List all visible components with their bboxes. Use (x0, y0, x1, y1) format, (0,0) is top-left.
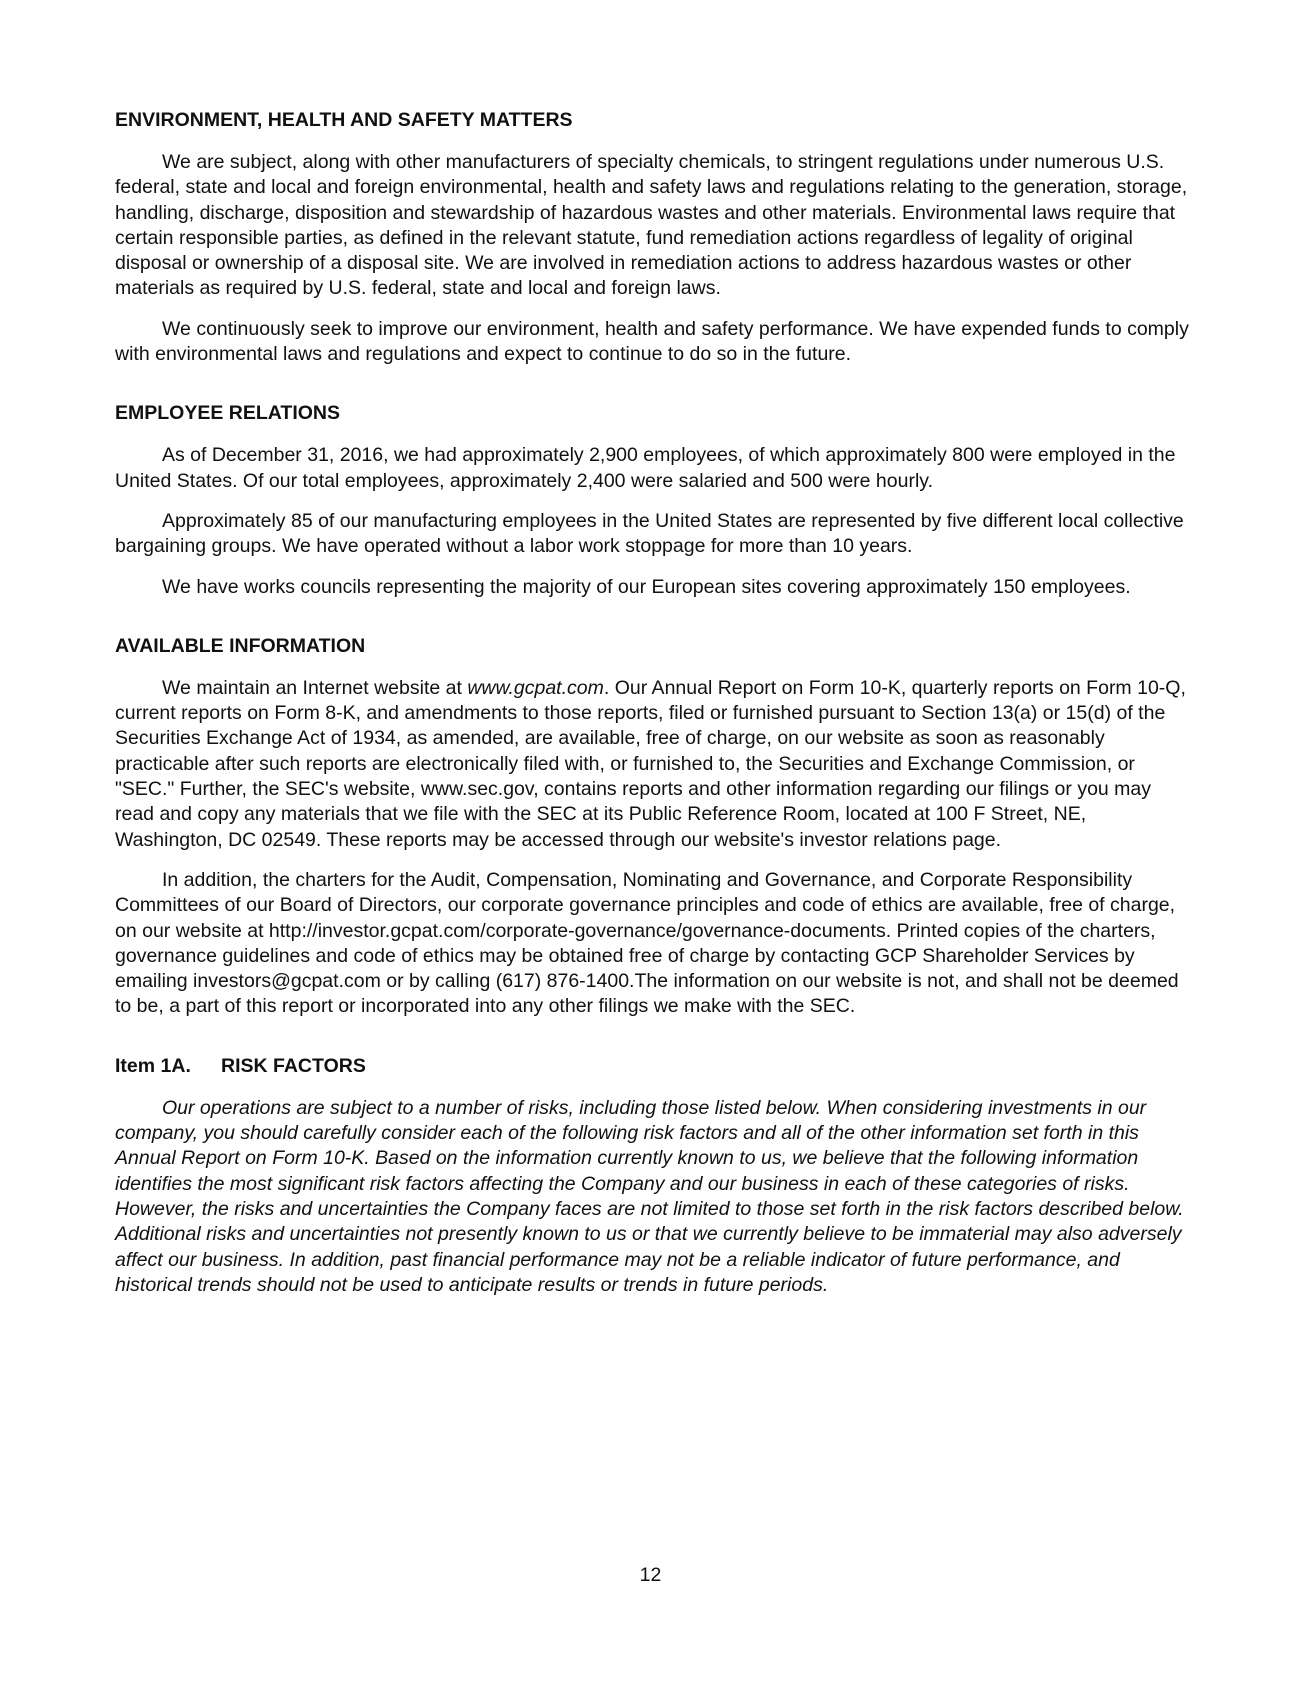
paragraph: Our operations are subject to a number of risks, including those listed below. When considering investments in our company, you should carefully consider each of the following risk factors and all of the other information set forth in this Annual Report on Form 10-K. Based on the information currently known to us, we believe that the following information identifies the most significant risk factors affecting the Company and our business in each of these categories of risks. However, the risks and uncertainties the Company faces are not limited to those set forth in the risk factors described below. Additional risks and uncertainties not presently known to us or that we currently believe to be immaterial may also adversely affect our business. In addition, past financial performance may not be a reliable indicator of future performance, and historical trends should not be used to anticipate results or trends in future periods. (115, 1096, 1184, 1296)
paragraph: We are subject, along with other manufacturers of specialty chemicals, to stringent regulations under numerous U.S. federal, state and local and foreign environmental, health and safety laws and regulations relating to the generation, storage, handling, discharge, disposition and stewardship of hazardous wastes and other materials. Environmental laws require that certain responsible parties, as defined in the relevant statute, fund remediation actions regardless of legality of original disposal or ownership of a disposal site. We are involved in remediation actions to address hazardous wastes or other materials as required by U.S. federal, state and local and foreign laws. (115, 151, 1188, 300)
paragraph-text: . Our Annual Report on Form 10-K, quarterly reports on Form 10-Q, current reports on Form 8-K, and amendments to those reports, filed or furnished pursuant to Section 13(a) or 15(d) of the Securities Exchange Act of 1934, as amended, are available, free of charge, on our website as soon as reasonably practicable after such reports are electronically filed with, or furnished to, the Securities and Exchange Commission, or "SEC." Further, the SEC's website, www.sec.gov, contains reports and other information regarding our filings or you may read and copy any materials that we file with the SEC at its Public Reference Room, located at 100 F Street, NE, Washington, DC 02549. These reports may be accessed through our website's investor relations page. (115, 676, 1186, 851)
page-number: 12 (639, 1564, 662, 1586)
section-risk-factors (115, 1054, 1190, 1298)
paragraph: As of December 31, 2016, we had approximately 2,900 employees, of which approximately 800 were employed in the United States. Of our total employees, approximately 2,400 were salaried and 500 were hourly. (115, 444, 1176, 492)
paragraph: We have works councils representing the majority of our European sites covering approximately 150 employees. (162, 575, 1131, 598)
section-heading: AVAILABLE INFORMATION (115, 634, 366, 657)
item-title: RISK FACTORS (221, 1054, 366, 1077)
paragraph (115, 676, 1190, 853)
section-heading (115, 1054, 1190, 1079)
section-heading: EMPLOYEE RELATIONS (115, 402, 340, 425)
paragraph-text: We maintain an Internet website at (162, 676, 468, 699)
item-number: Item 1A. (115, 1054, 191, 1077)
paragraph: Approximately 85 of our manufacturing employees in the United States are represented by five different local collective bargaining groups. We have operated without a labor work stoppage for more than 10 years. (115, 509, 1184, 558)
section-environment-health-safety (115, 108, 1190, 367)
section-heading: ENVIRONMENT, HEALTH AND SAFETY MATTERS (115, 109, 573, 131)
paragraph: We continuously seek to improve our environment, health and safety performance. We have expended funds to comply with environmental laws and regulations and expect to continue to do so in the future. (115, 317, 1189, 366)
paragraph: In addition, the charters for the Audit, Compensation, Nominating and Governance, and Corporate Responsibility Committees of our Board of Directors, our corporate governance principles and code of ethics are available, free of charge, on our website at http://investor.gcpat.com/corporate-governance/governance-documents. Printed copies of the charters, governance guidelines and code of ethics may be obtained free of charge by contacting GCP Shareholder Services by emailing investors@gcpat.com or by calling (617) 876-1400.The information on our website is not, and shall not be deemed to be, a part of this report or incorporated into any other filings we make with the SEC. (115, 868, 1179, 1018)
section-employee-relations (115, 401, 1190, 599)
section-available-information (115, 634, 1190, 1020)
website-link[interactable]: www.gcpat.com (467, 676, 604, 699)
document-page (115, 108, 1190, 1313)
